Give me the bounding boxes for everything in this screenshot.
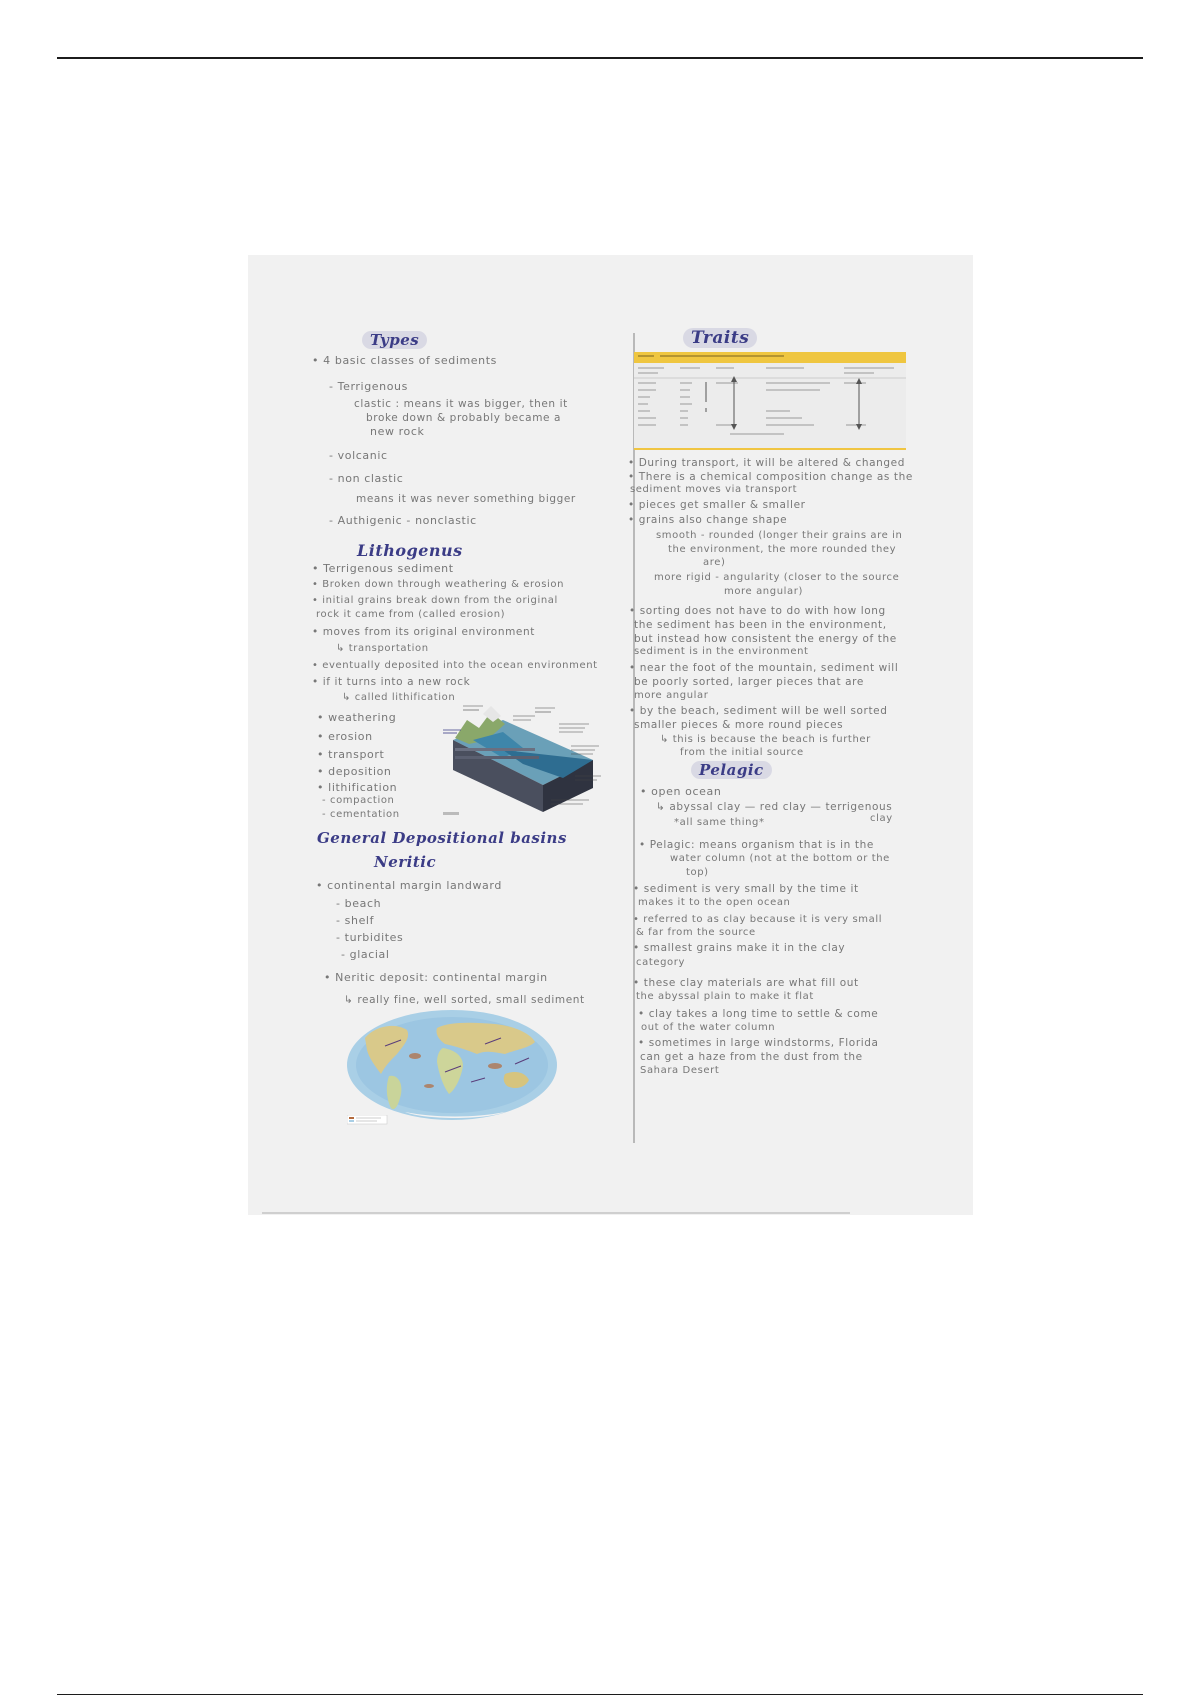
sediment-cycle-diagram <box>443 700 603 820</box>
note-line: • During transport, it will be altered & changed <box>628 457 905 469</box>
heading-types: Types <box>362 331 427 349</box>
note-line: • clay takes a long time to settle & come <box>638 1008 879 1020</box>
note-line: sediment moves via transport <box>630 484 798 495</box>
note-line: clay <box>870 813 893 824</box>
note-line: • these clay materials are what fill out <box>633 977 859 989</box>
note-line: - Authigenic - nonclastic <box>329 514 477 527</box>
note-line: ↳ abyssal clay — red clay — terrigenous <box>656 801 893 813</box>
note-line: more angular <box>634 690 709 701</box>
note-line: • erosion <box>317 730 373 743</box>
note-line: • lithification <box>317 781 398 794</box>
heading-neritic: Neritic <box>374 853 437 871</box>
sediment-table-figure <box>634 352 906 450</box>
note-line: • sometimes in large windstorms, Florida <box>638 1037 879 1049</box>
note-line: • weathering <box>317 711 397 724</box>
note-line: • deposition <box>317 765 392 778</box>
note-line: are) <box>703 557 726 568</box>
note-line: - shelf <box>336 914 375 927</box>
note-line: out of the water column <box>641 1022 776 1033</box>
note-line: • Terrigenous sediment <box>312 562 454 575</box>
note-line: but instead how consistent the energy of the <box>634 633 897 645</box>
note-line: - glacial <box>341 948 390 961</box>
note-line: • eventually deposited into the ocean environment <box>312 660 598 671</box>
heading-pelagic: Pelagic <box>691 761 772 779</box>
note-line: makes it to the open ocean <box>638 897 791 908</box>
note-line: & far from the source <box>636 927 756 938</box>
note-line: • smallest grains make it in the clay <box>633 942 846 954</box>
note-line: clastic : means it was bigger, then it <box>354 398 568 410</box>
note-line: • continental margin landward <box>316 879 502 892</box>
note-line: smaller pieces & more round pieces <box>634 719 844 731</box>
note-line: means it was never something bigger <box>356 493 576 505</box>
note-line: • if it turns into a new rock <box>312 676 471 688</box>
note-line: more rigid - angularity (closer to the source <box>654 572 900 583</box>
note-line: • referred to as clay because it is very small <box>633 914 883 925</box>
note-line: rock it came from (called erosion) <box>316 609 506 620</box>
world-map-figure <box>345 1008 560 1123</box>
note-line: be poorly sorted, larger pieces that are <box>634 676 864 688</box>
note-line: smooth - rounded (longer their grains are in <box>656 530 903 541</box>
note-line: • Neritic deposit: continental margin <box>324 971 548 984</box>
note-line: • initial grains break down from the original <box>312 595 558 606</box>
note-line: can get a haze from the dust from the <box>640 1051 863 1063</box>
note-line: Sahara Desert <box>640 1065 720 1076</box>
heading-traits: Traits <box>683 328 757 348</box>
note-line: • 4 basic classes of sediments <box>312 354 497 367</box>
note-line: - Terrigenous <box>329 380 408 393</box>
note-line: • transport <box>317 748 385 761</box>
bottom-rule <box>57 1694 1143 1695</box>
note-line: broke down & probably became a <box>366 412 562 424</box>
note-line: - cementation <box>322 809 400 820</box>
note-line: - beach <box>336 897 382 910</box>
note-line: the abyssal plain to make it flat <box>636 991 814 1002</box>
note-line: *all same thing* <box>674 817 765 828</box>
table-lines <box>634 352 906 448</box>
note-line: the sediment has been in the environment, <box>634 619 887 631</box>
photo-bottom-edge <box>262 1212 850 1214</box>
map-legend <box>347 1115 427 1125</box>
note-line: • pieces get smaller & smaller <box>628 499 806 511</box>
note-line: sediment is in the environment <box>634 646 809 657</box>
note-line: • Broken down through weathering & erosion <box>312 579 565 590</box>
note-line: • by the beach, sediment will be well sorted <box>629 705 888 717</box>
note-line: water column (not at the bottom or the <box>670 853 890 864</box>
note-line: - non clastic <box>329 472 404 485</box>
note-line: ↳ transportation <box>336 643 429 654</box>
top-rule <box>57 57 1143 59</box>
heading-general-basins: General Depositional basins <box>317 829 567 847</box>
note-line: • There is a chemical composition change as the <box>628 471 913 483</box>
note-line: new rock <box>370 425 425 438</box>
note-line: more angular) <box>724 586 803 597</box>
note-line: • sorting does not have to do with how long <box>629 605 886 617</box>
note-line: - turbidites <box>336 931 404 944</box>
column-divider <box>633 333 635 1143</box>
note-line: - volcanic <box>329 449 388 462</box>
note-line: - compaction <box>322 795 395 806</box>
note-line: from the initial source <box>680 747 804 758</box>
note-line: ↳ really fine, well sorted, small sediment <box>344 994 585 1006</box>
note-line: • moves from its original environment <box>312 626 535 638</box>
note-line: top) <box>686 867 709 878</box>
note-line: ↳ this is because the beach is further <box>660 734 871 745</box>
note-line: category <box>636 957 685 968</box>
note-line: • grains also change shape <box>628 514 788 526</box>
heading-lithogenus: Lithogenus <box>357 541 463 560</box>
note-line: • open ocean <box>640 785 722 798</box>
note-line: the environment, the more rounded they <box>668 544 897 555</box>
note-line: ↳ called lithification <box>342 692 456 703</box>
note-line: • Pelagic: means organism that is in the <box>639 839 874 851</box>
note-line: • near the foot of the mountain, sediment will <box>629 662 899 674</box>
note-line: • sediment is very small by the time it <box>633 883 859 895</box>
